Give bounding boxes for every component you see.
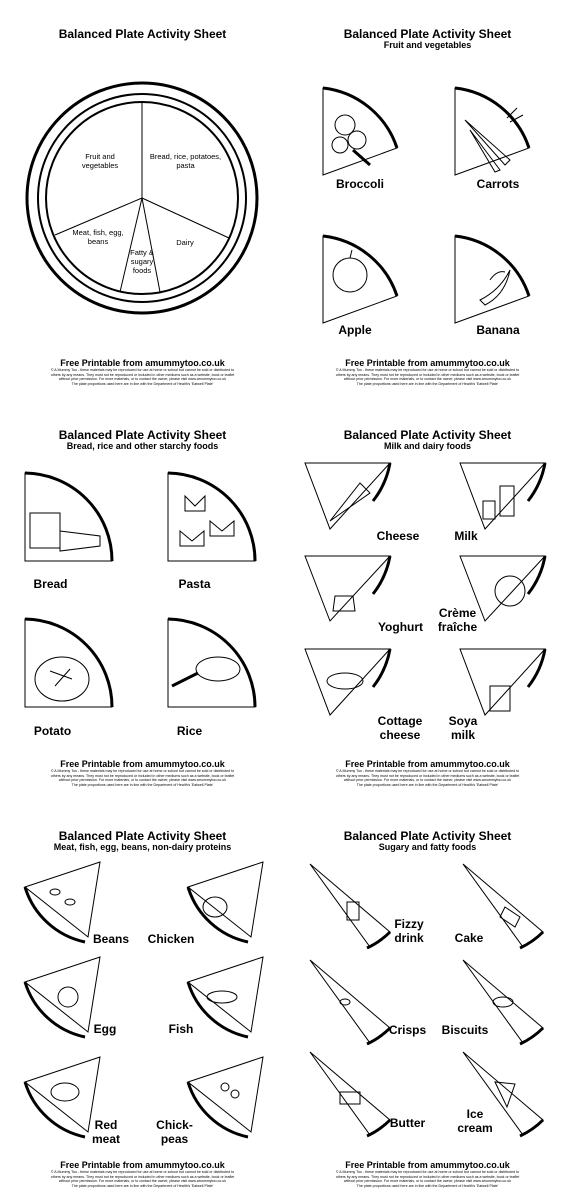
- item-label: Fizzy drink: [394, 917, 424, 945]
- crisps-icon: [310, 960, 390, 1044]
- milk-icon: [460, 463, 545, 529]
- pasta-icon: [168, 473, 255, 561]
- item-label: Bread: [33, 577, 68, 591]
- sheet-footer: Free Printable from amummytoo.co.uk © A Mummy Too - these materials may be reproduced for use at home or school but cannot be sold or distributed to others by any means. They must not be reproduced or included in other mediums such as a website, book or leaflet without prior permission. For more materials, or to contact the owner, please visit www.amummytoo.co.uk The plate proportions used here are in line with the Department of Health's 'Eatwell Plate': [50, 358, 235, 386]
- sheet-subtitle: Bread, rice and other starchy foods: [66, 441, 219, 451]
- item-label: Red meat: [91, 1118, 120, 1146]
- dairy-sheet: [285, 401, 570, 802]
- plate-diagram: [0, 0, 285, 401]
- item-label: Cheese: [376, 529, 420, 543]
- sheet-title: Balanced Plate Activity Sheet: [343, 428, 512, 442]
- egg-icon: [25, 957, 100, 1037]
- sheet-footer: Free Printable from amummytoo.co.uk © A Mummy Too - these materials may be reproduced for use at home or school but cannot be sold or distributed to others by any means. They must not be reproduced or included in other mediums such as a website, book or leaflet without prior permission. For more materials, or to contact the owner, please visit www.amummytoo.co.uk The plate proportions used here are in line with the Department of Health's 'Eatwell Plate': [50, 1160, 235, 1188]
- item-label: Milk: [454, 529, 478, 543]
- item-label: Beans: [92, 932, 130, 946]
- sheet-footer: Free Printable from amummytoo.co.uk © A Mummy Too - these materials may be reproduced for use at home or school but cannot be sold or distributed to others by any means. They must not be reproduced or included in other mediums such as a website, book or leaflet without prior permission. For more materials, or to contact the owner, please visit www.amummytoo.co.uk The plate proportions used here are in line with the Department of Health's 'Eatwell Plate': [335, 358, 520, 386]
- item-label: Soya milk: [448, 714, 478, 742]
- plate-label-bread: Bread, rice, potatoes, pasta: [149, 152, 222, 170]
- sheet-title: Balanced Plate Activity Sheet: [343, 27, 512, 41]
- carrots-icon: [455, 88, 529, 175]
- item-label: Potato: [33, 724, 72, 738]
- apple-icon: [323, 236, 397, 323]
- sugar-sheet: [285, 802, 570, 1203]
- yoghurt-icon: [305, 556, 390, 621]
- chicken-icon: [188, 862, 263, 942]
- plate-label-meat: Meat, fish, egg, beans: [72, 228, 124, 246]
- item-label: Broccoli: [335, 177, 384, 191]
- item-label: Cottage cheese: [377, 714, 423, 742]
- item-label: Crème fraîche: [437, 606, 478, 634]
- cheese-icon: [305, 463, 390, 529]
- sheet-subtitle: Fruit and vegetables: [383, 40, 472, 50]
- sheet-title: Balanced Plate Activity Sheet: [343, 829, 512, 843]
- sheet-footer: Free Printable from amummytoo.co.uk © A Mummy Too - these materials may be reproduced for use at home or school but cannot be sold or distributed to others by any means. They must not be reproduced or included in other mediums such as a website, book or leaflet without prior permission. For more materials, or to contact the owner, please visit www.amummytoo.co.uk The plate proportions used here are in line with the Department of Health's 'Eatwell Plate': [335, 1160, 520, 1188]
- fruit-sheet: [285, 0, 570, 401]
- item-label: Pasta: [178, 577, 211, 591]
- item-label: Fish: [168, 1022, 194, 1036]
- item-label: Banana: [476, 323, 520, 337]
- sheet-subtitle: Sugary and fatty foods: [378, 842, 477, 852]
- chick-peas-icon: [188, 1057, 263, 1137]
- item-label: Apple: [338, 323, 372, 337]
- sheet-footer: Free Printable from amummytoo.co.uk © A Mummy Too - these materials may be reproduced for use at home or school but cannot be sold or distributed to others by any means. They must not be reproduced or included in other mediums such as a website, book or leaflet without prior permission. For more materials, or to contact the owner, please visit www.amummytoo.co.uk The plate proportions used here are in line with the Department of Health's 'Eatwell Plate': [50, 759, 235, 787]
- plate-label-dairy: Dairy: [176, 238, 194, 247]
- item-label: Biscuits: [441, 1023, 489, 1037]
- item-label: Carrots: [476, 177, 520, 191]
- item-label: Chicken: [147, 932, 195, 946]
- sheet-title: Balanced Plate Activity Sheet: [58, 27, 227, 41]
- plate-label-fatty: Fatty & sugary foods: [130, 248, 154, 275]
- bread-icon: [25, 473, 112, 561]
- sheet-title: Balanced Plate Activity Sheet: [58, 428, 227, 442]
- fish-icon: [188, 957, 263, 1037]
- banana-icon: [455, 236, 529, 323]
- item-label: Butter: [389, 1116, 426, 1130]
- sheet-subtitle: Milk and dairy foods: [383, 441, 471, 451]
- soya-milk-icon: [460, 649, 545, 715]
- sheet-subtitle: Meat, fish, egg, beans, non-dairy proteins: [53, 842, 232, 852]
- beans-icon: [25, 862, 100, 942]
- protein-sheet: [0, 802, 285, 1203]
- broccoli-icon: [323, 88, 397, 175]
- fizzy-drink-icon: [310, 864, 390, 948]
- item-label: Yoghurt: [377, 620, 424, 634]
- item-label: Chick-peas: [156, 1118, 193, 1146]
- item-label: Egg: [93, 1022, 117, 1036]
- item-label: Rice: [176, 724, 203, 738]
- plate-label-fruit: Fruit and vegetables: [81, 152, 119, 170]
- item-label: Crisps: [388, 1023, 427, 1037]
- item-label: Ice cream: [457, 1107, 493, 1135]
- bread-sheet: [0, 401, 285, 802]
- butter-icon: [310, 1052, 390, 1136]
- plate-sheet: [0, 0, 285, 401]
- sheet-footer: Free Printable from amummytoo.co.uk © A Mummy Too - these materials may be reproduced for use at home or school but cannot be sold or distributed to others by any means. They must not be reproduced or included in other mediums such as a website, book or leaflet without prior permission. For more materials, or to contact the owner, please visit www.amummytoo.co.uk The plate proportions used here are in line with the Department of Health's 'Eatwell Plate': [335, 759, 520, 787]
- cottage-cheese-icon: [305, 649, 390, 715]
- potato-icon: [25, 619, 112, 707]
- sheet-title: Balanced Plate Activity Sheet: [58, 829, 227, 843]
- rice-icon: [168, 619, 255, 707]
- item-label: Cake: [454, 931, 484, 945]
